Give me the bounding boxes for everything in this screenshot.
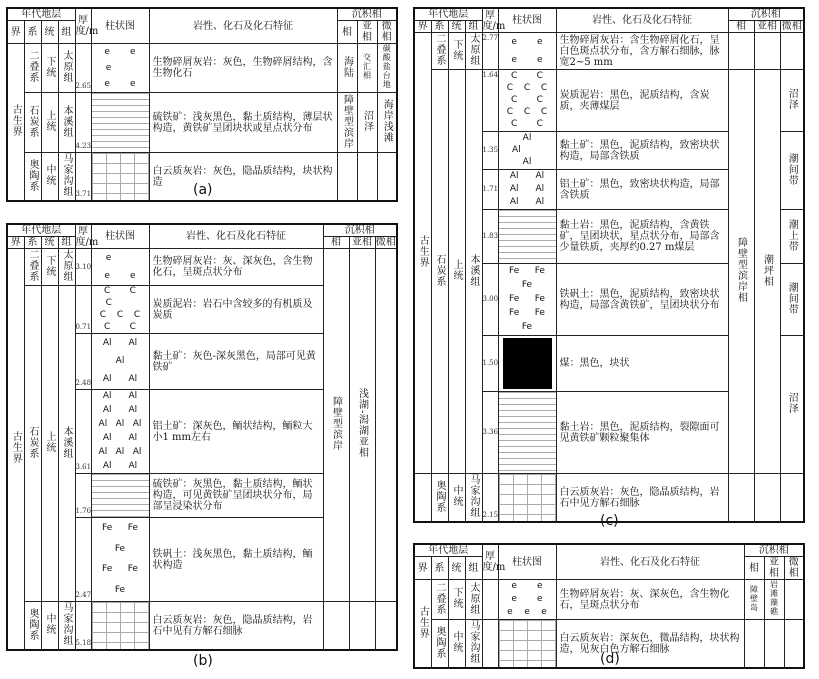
formation-majiagou: 马家沟组: [468, 620, 479, 664]
header-xiang: 相: [337, 21, 357, 44]
header-column: 柱状图: [498, 544, 556, 580]
lithology-desc: 铝土矿：黑色，致密块状构造，局部含铁质: [556, 170, 728, 210]
microfacies: 潮上带: [786, 218, 798, 252]
microfacies: 海岸浅滩: [381, 99, 393, 143]
column-iron-bauxite: Fe Fe Fe Fe Fe Fe Fe Fe: [498, 264, 556, 336]
header-xiang: 相: [728, 21, 754, 33]
header-tong: 统: [41, 237, 58, 249]
erathem-label: 古生界: [417, 605, 429, 639]
system-permian: 二叠系: [434, 33, 445, 66]
header-jie: 界: [414, 557, 431, 580]
thickness: 2.77: [482, 33, 498, 70]
formation-taiyuan: 太原组: [468, 581, 479, 615]
lithology-desc: 生物碎屑灰岩：含生物碎屑化石，呈白色斑点状分布，含方解石细脉，脉宽2~5 mm: [556, 33, 728, 70]
column-clay: Al Al Al Al Al: [91, 334, 149, 390]
thickness: 2.47: [75, 518, 91, 602]
header-lithology: 岩性、化石及化石特征: [556, 544, 744, 580]
lithology-desc: 生物碎屑灰岩：灰色，生物碎屑结构，含生物化石: [149, 44, 337, 93]
column-limestone: e e e e: [498, 33, 556, 70]
thickness: 2.48: [75, 334, 91, 390]
header-jie: 界: [7, 21, 24, 44]
header-jie: 界: [7, 237, 24, 249]
header-yaxiang: 亚相: [764, 557, 784, 580]
column-limestone: e e e e e e e: [498, 580, 556, 620]
lithology-desc: 白云质灰岩：灰色，隐晶质结构，岩石中见方解石细脉: [556, 474, 728, 523]
header-lithology: 岩性、化石及化石特征: [556, 8, 728, 33]
facies: 障壁型滨岸: [330, 396, 342, 451]
formation-taiyuan: 太原组: [61, 249, 72, 282]
thickness: 3.00: [482, 264, 498, 336]
panel-a: [6, 7, 398, 198]
column-claystone: [498, 392, 556, 474]
header-tong: 统: [448, 21, 465, 33]
thickness: 1.50: [482, 336, 498, 392]
thickness: 1.76: [75, 474, 91, 518]
formation-majiagou: 马家沟组: [468, 474, 479, 518]
header-column: 柱状图: [91, 224, 149, 249]
header-weixiang: 微相: [375, 237, 396, 248]
lithology-desc: 黏土矿：灰色-深灰黑色，局部可见黄铁矿: [149, 334, 323, 390]
thickness: 3.61: [75, 390, 91, 474]
header-zu: 组: [58, 237, 75, 249]
subfacies: 浅湖-潟湖亚相: [356, 388, 368, 459]
lithology-desc: 铁矾土：浅灰黑色，黏土质结构，鲕状构造: [149, 518, 323, 602]
lithology-desc: 硫铁矿：灰黑色，黏土质结构，鲕状构造，可见黄铁矿呈团块状分布，局部呈浸染状分布: [149, 474, 323, 518]
microfacies: 碳酸盐台地: [382, 44, 392, 89]
header-facies: 沉积相: [323, 224, 397, 237]
series-middle: 中统: [44, 164, 55, 186]
thickness: 1.71: [482, 170, 498, 210]
panel-d: [413, 543, 805, 664]
facies: 障壁岛: [749, 584, 759, 612]
lithology-desc: 生物碎屑灰岩：灰、深灰色，含生物化石，呈斑点状分布: [556, 580, 744, 620]
series-lower: 下统: [451, 38, 462, 61]
series-lower: 下统: [44, 55, 55, 78]
header-jie: 界: [414, 21, 431, 33]
system-carboniferous: 石炭系: [27, 104, 38, 138]
series-upper: 上统: [44, 431, 55, 453]
column-carb-mudstone: C C C C C C C C C C C C: [498, 70, 556, 132]
facies: 障壁型滨岸相: [735, 237, 747, 303]
thickness: 1.64: [482, 70, 498, 132]
system-carboniferous: 石炭系: [27, 425, 38, 459]
header-zu: 组: [465, 21, 482, 33]
column-coal: [498, 336, 556, 392]
erathem-label: 古生界: [10, 431, 22, 464]
header-xi: 系: [24, 237, 41, 249]
lithology-desc: 炭质泥岩：黑色，泥质结构，含炭质，夹薄煤层: [556, 70, 728, 132]
column-dolomite: [91, 153, 149, 202]
header-lithology: 岩性、化石及化石特征: [149, 224, 323, 249]
microfacies: 潮间带: [786, 281, 798, 315]
header-era: 年代地层: [414, 8, 482, 21]
lithology-desc: 白云质灰岩：灰色，隐晶质结构，块状构造: [149, 153, 337, 202]
header-era: 年代地层: [7, 8, 75, 21]
header-weixiang: 微相: [784, 557, 804, 580]
header-facies: 沉积相: [728, 8, 804, 21]
system-ordovician: 奥陶系: [434, 479, 445, 513]
subfacies: 潮坪相: [761, 253, 773, 287]
header-zu: 组: [465, 557, 482, 580]
formation-benxi: 本溪组: [61, 104, 72, 138]
thickness: 3.71: [75, 153, 91, 202]
subfacies: 岩滩藻礁: [769, 580, 779, 616]
header-xi: 系: [431, 557, 448, 580]
header-weixiang: 微相: [780, 21, 804, 33]
column-iron-bauxite: Fe Fe Fe Fe Fe Fe: [91, 518, 149, 602]
column-claystone: [498, 210, 556, 264]
panel-label-b: (b): [193, 653, 213, 669]
lithology-desc: 黏土岩：黑色，泥质结构，裂隙面可见黄铁矿颗粒聚集体: [556, 392, 728, 474]
header-era: 年代地层: [414, 544, 482, 557]
panel-label-d: (d): [600, 651, 620, 667]
formation-taiyuan: 太原组: [468, 33, 479, 66]
header-thickness: 厚度/m: [482, 544, 498, 580]
system-carboniferous: 石炭系: [434, 253, 445, 287]
thickness: 1.83: [482, 210, 498, 264]
thickness: 4.23: [75, 93, 91, 153]
system-permian: 二叠系: [434, 581, 445, 615]
thickness: 2.65: [75, 44, 91, 93]
column-bauxite: Al Al Al Al Al Al: [498, 170, 556, 210]
panel-b: [6, 223, 398, 647]
system-ordovician: 奥陶系: [27, 158, 38, 192]
header-yaxiang: 亚相: [357, 21, 377, 44]
series-middle: 中统: [451, 485, 462, 507]
header-zu: 组: [58, 21, 75, 44]
series-middle: 中统: [451, 631, 462, 653]
thickness: 0.71: [75, 286, 91, 334]
column-dolomite: [91, 602, 149, 651]
header-xi: 系: [24, 21, 41, 44]
lithology-desc: 生物碎屑灰岩：灰、深灰色，含生物化石，呈斑点状分布: [149, 249, 323, 286]
lithology-desc: 铁矾土：黑色，泥质结构，致密块状构造，局部含黄铁矿，呈团块状分布: [556, 264, 728, 336]
strat-table-a: [6, 7, 398, 202]
header-column: 柱状图: [498, 8, 556, 33]
column-bauxite: Al Al Al Al Al Al Al Al Al Al Al Al Al Al: [91, 390, 149, 474]
header-lithology: 岩性、化石及化石特征: [149, 8, 337, 44]
series-upper: 上统: [451, 259, 462, 281]
strat-table-b: [6, 223, 398, 651]
header-xiang: 相: [744, 557, 764, 580]
lithology-desc: 白云质灰岩：深灰色，微晶结构，块状构造，见灰白色方解石细脉: [556, 620, 744, 669]
header-facies: 沉积相: [337, 8, 397, 21]
thickness: 2.15: [482, 474, 498, 523]
header-weixiang: 微相: [377, 21, 397, 44]
header-yaxiang: 亚相: [754, 21, 780, 33]
formation-benxi: 本溪组: [468, 253, 479, 287]
system-ordovician: 奥陶系: [27, 607, 38, 641]
header-tong: 统: [448, 557, 465, 580]
column-pyrite: [91, 93, 149, 153]
panel-label-c: (c): [600, 513, 619, 529]
column-limestone: e e e: [91, 249, 149, 286]
thickness: 5.18: [75, 602, 91, 651]
system-ordovician: 奥陶系: [434, 625, 445, 659]
series-middle: 中统: [44, 613, 55, 635]
thickness: 1.35: [482, 132, 498, 170]
header-thickness: 厚度/m: [75, 225, 99, 248]
header-column: 柱状图: [91, 8, 149, 44]
header-xiang: 相: [323, 237, 349, 249]
formation-benxi: 本溪组: [61, 425, 72, 459]
facies: 海陆: [341, 55, 353, 78]
system-permian: 二叠系: [27, 50, 38, 83]
header-era: 年代地层: [7, 224, 75, 237]
header-thickness: 厚度/m: [482, 9, 506, 32]
erathem-label: 古生界: [10, 104, 22, 137]
microfacies: 沼泽: [786, 88, 798, 110]
column-pyrite: [91, 474, 149, 518]
panel-c: [413, 7, 805, 519]
column-carb-mudstone: C C C C C C C C: [91, 286, 149, 334]
column-limestone: e e e e e: [91, 44, 149, 93]
lithology-desc: 铝土矿：深灰色，鲕状结构，鲕粒大小1 mm左右: [149, 390, 323, 474]
column-dolomite: [498, 474, 556, 523]
header-tong: 统: [41, 21, 58, 44]
thickness: 3.36: [482, 392, 498, 474]
series-lower: 下统: [44, 254, 55, 277]
formation-majiagou: 马家沟组: [61, 602, 72, 646]
series-upper: 上统: [44, 110, 55, 132]
header-yaxiang: 亚相: [349, 237, 375, 249]
erathem-label: 古生界: [417, 235, 429, 268]
lithology-desc: 硫铁矿：浅灰黑色，黏土质结构，薄层状构造，黄铁矿呈团块状或星点状分布: [149, 93, 337, 153]
series-lower: 下统: [451, 587, 462, 609]
column-dolomite: [498, 620, 556, 669]
microfacies: 潮间带: [786, 152, 798, 186]
strat-table-c: [413, 7, 805, 523]
system-permian: 二叠系: [27, 249, 38, 282]
lithology-desc: 炭质泥岩：岩石中含较多的有机质及炭质: [149, 286, 323, 334]
panel-label-a: (a): [193, 182, 213, 198]
header-thickness: 厚度/m: [75, 8, 91, 44]
header-facies: 沉积相: [744, 544, 804, 557]
lithology-desc: 黏土矿：黑色，泥质结构，致密块状构造，局部含铁质: [556, 132, 728, 170]
column-clay: Al Al Al: [498, 132, 556, 170]
subfacies: 沼泽: [361, 110, 373, 132]
subfacies: 交汇相: [362, 53, 372, 80]
microfacies: 沼泽: [786, 392, 798, 414]
header-xi: 系: [431, 21, 448, 33]
lithology-desc: 煤：黑色，块状: [556, 336, 728, 392]
formation-taiyuan: 太原组: [61, 50, 72, 83]
lithology-desc: 黏土岩：黑色，泥质结构，含黄铁矿，呈团块状，星点状分布，局部含少量铁质，夹厚约0.27 m煤层: [556, 210, 728, 264]
facies: 障壁型滨岸: [341, 93, 353, 149]
lithology-desc: 白云质灰岩：灰色，隐晶质结构，岩石中见有方解石细脉: [149, 602, 323, 651]
thickness: 3.10: [75, 249, 91, 286]
formation-majiagou: 马家沟组: [61, 153, 72, 197]
